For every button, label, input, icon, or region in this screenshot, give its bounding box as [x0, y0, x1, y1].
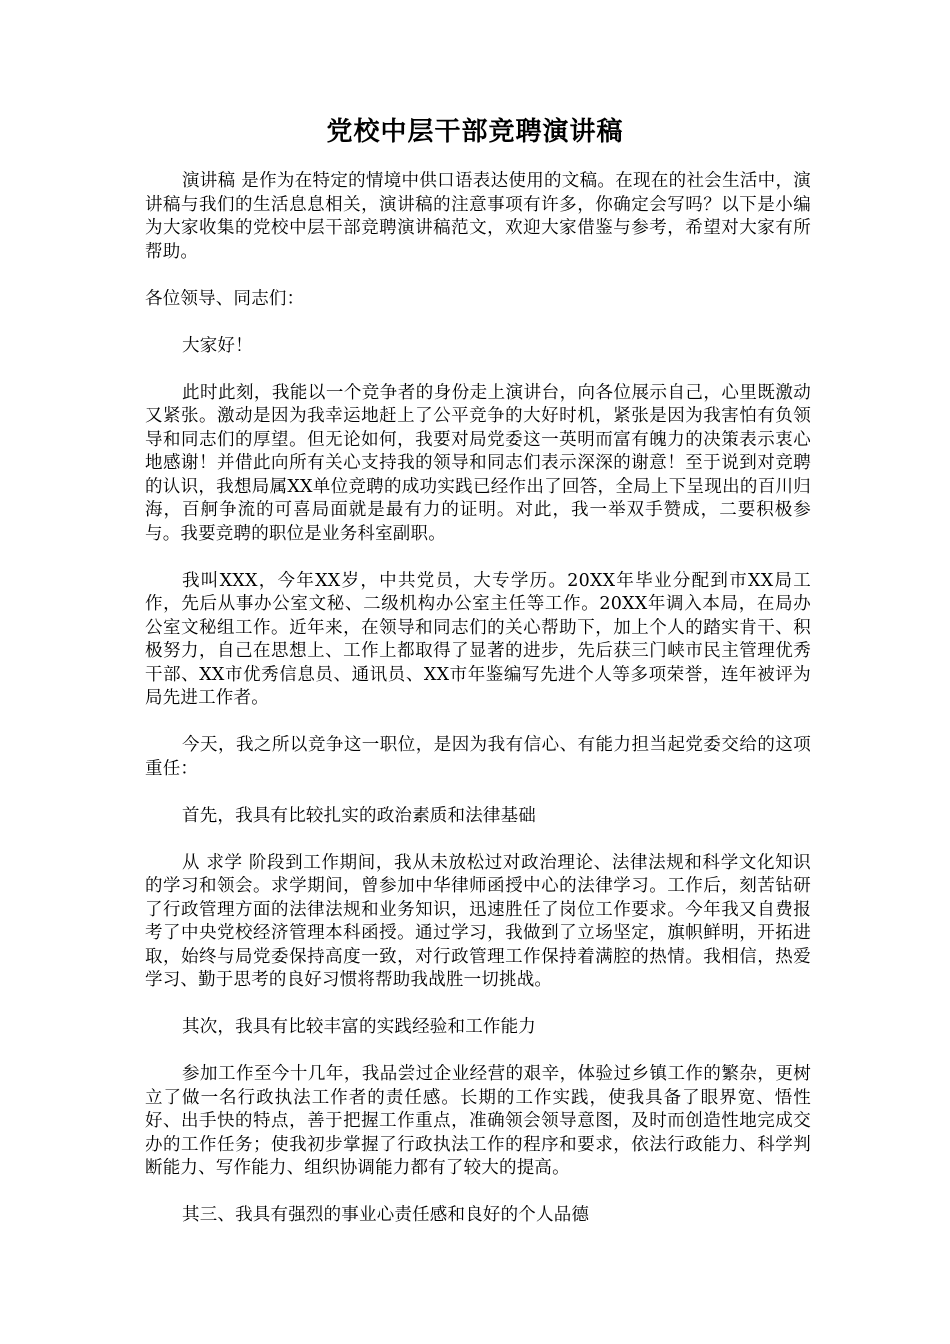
- self-introduction-paragraph: 我叫XXX，今年XX岁，中共党员，大专学历。20XX年毕业分配到市XX局工作，先后从事办公室文秘、二级机构办公室主任等工作。20XX年调入本局，在局办公室文秘组工作。近年来，在领导和同志们的关心帮助下，加上个人的踏实肯干、积极努力，自己在思想上、工作上都取得了显著的进步，先后获三门峡市民主管理优秀干部、XX市优秀信息员、通讯员、XX市年鉴编写先进个人等多项荣誉，连年被评为局先进工作者。: [145, 570, 811, 708]
- point-two-heading: 其次，我具有比较丰富的实践经验和工作能力: [182, 1017, 536, 1037]
- intro-paragraph: 演讲稿 是作为在特定的情境中供口语表达使用的文稿。在现在的社会生活中，演讲稿与我们的生活息息相关，演讲稿的注意事项有许多，你确定会写吗？以下是小编为大家收集的党校中层干部竞聘演讲稿范文，欢迎大家借鉴与参考，希望对大家有所帮助。: [145, 171, 811, 262]
- document-title: 党校中层干部竞聘演讲稿: [326, 117, 624, 147]
- point-three-heading: 其三、我具有强烈的事业心责任感和良好的个人品德: [182, 1205, 590, 1225]
- document-body: [145, 170, 811, 1251]
- point-one-paragraph: 从 求学 阶段到工作期间，我从未放松过对政治理论、法律法规和科学文化知识的学习和领会。求学期间，曾参加中华律师函授中心的法律学习。工作后，刻苦钻研了行政管理方面的法律法规和业务知识，迅速胜任了岗位工作要求。今年我又自费报考了中央党校经济管理本科函授。通过学习，我做到了立场坚定，旗帜鲜明，开拓进取，始终与局党委保持高度一致，对行政管理工作保持着满腔的热情。我相信，热爱学习、勤于思考的良好习惯将帮助我战胜一切挑战。: [145, 852, 811, 990]
- salutation-paragraph: 各位领导、同志们：: [145, 288, 305, 309]
- point-one-heading: 首先，我具有比较扎实的政治素质和法律基础: [182, 805, 536, 826]
- opening-paragraph: 此时此刻，我能以一个竞争者的身份走上演讲台，向各位展示自己，心里既激动又紧张。激动是因为我幸运地赶上了公平竞争的大好时机，紧张是因为我害怕有负领导和同志们的厚望。但无论如何，我要对局党委这一英明而富有魄力的决策表示衷心地感谢！并借此向所有关心支持我的领导和同志们表示深深的谢意！至于说到对竞聘的认识，我想局属XX单位竞聘的成功实践已经作出了回答，全局上下呈现出的百川归海，百舸争流的可喜局面就是最有力的证明。对此，我一举双手赞成，二要积极参与。我要竞聘的职位是业务科室副职。: [145, 382, 811, 544]
- reason-paragraph: 今天，我之所以竞争这一职位，是因为我有信心、有能力担当起党委交给的这项重任：: [145, 735, 811, 779]
- greeting-paragraph: 大家好！: [182, 335, 253, 356]
- point-two-paragraph: 参加工作至今十几年，我品尝过企业经营的艰辛，体验过乡镇工作的繁杂，更树立了做一名行政执法工作者的责任感。长期的工作实践，使我具备了眼界宽、悟性好、出手快的特点，善于把握工作重点，准确领会领导意图，及时而创造性地完成交办的工作任务；使我初步掌握了行政执法工作的程序和要求，依法行政能力、科学判断能力、写作能力、组织协调能力都有了较大的提高。: [145, 1064, 811, 1178]
